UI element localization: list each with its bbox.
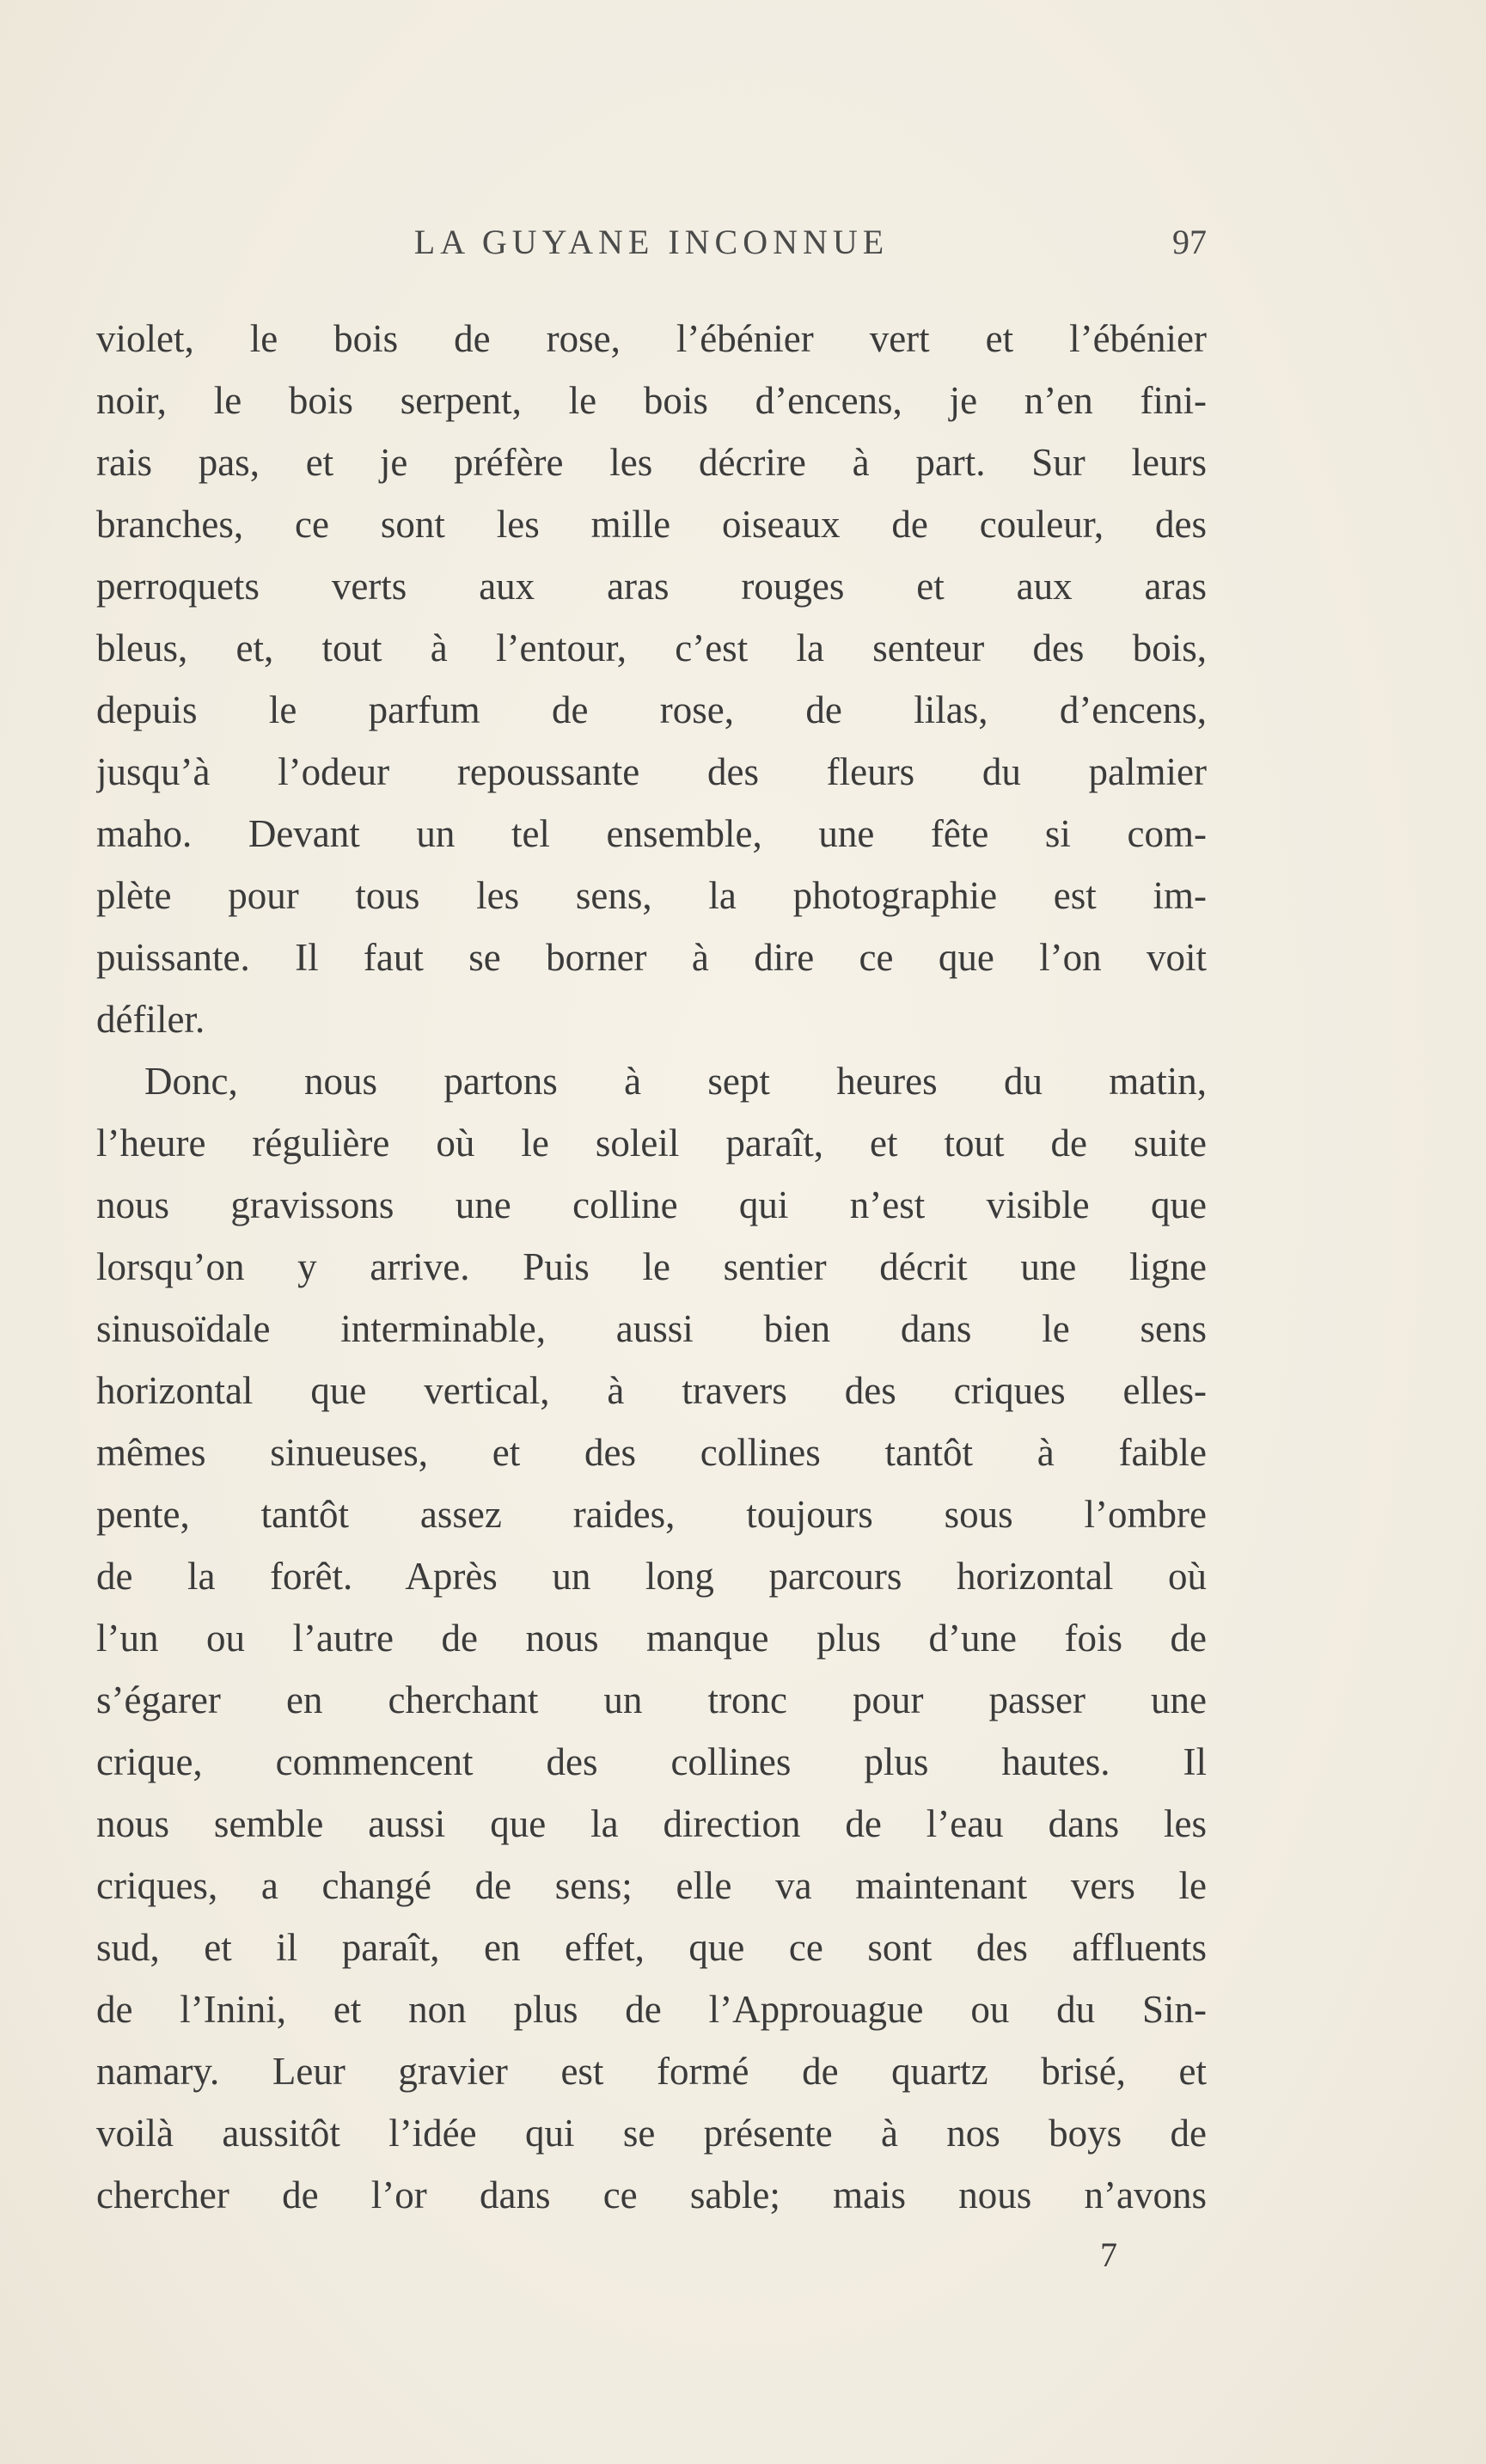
text-line: maho. Devant un tel ensemble, une fête si com- — [96, 812, 1207, 855]
text-line: défiler. — [96, 998, 205, 1041]
text-line: puissante. Il faut se borner à dire ce que l’on voit — [96, 936, 1207, 979]
text-line: l’heure régulière où le soleil paraît, et tout de suite — [96, 1122, 1207, 1165]
text-line: s’égarer en cherchant un tronc pour passer une — [96, 1678, 1207, 1721]
text-line: lorsqu’on y arrive. Puis le sentier décrit une ligne — [96, 1245, 1207, 1288]
signature-mark: 7 — [1100, 2235, 1117, 2274]
text-line: chercher de l’or dans ce sable; mais nous n’avons — [96, 2174, 1207, 2216]
running-head — [96, 222, 1207, 273]
text-line: l’un ou l’autre de nous manque plus d’une fois de — [96, 1617, 1207, 1660]
text-line: de la forêt. Après un long parcours horizontal où — [96, 1555, 1207, 1598]
text-line: horizontal que vertical, à travers des criques elles- — [96, 1369, 1207, 1412]
text-line: sud, et il paraît, en effet, que ce sont des affluents — [96, 1926, 1207, 1969]
text-line: mêmes sinueuses, et des collines tantôt à faible — [96, 1431, 1207, 1474]
text-line: branches, ce sont les mille oiseaux de couleur, des — [96, 503, 1207, 546]
text-line: nous semble aussi que la direction de l’eau dans les — [96, 1802, 1207, 1845]
text-line: plète pour tous les sens, la photographie est im- — [96, 874, 1207, 917]
text-line: de l’Inini, et non plus de l’Approuague ou du Sin- — [96, 1988, 1207, 2031]
text-line: namary. Leur gravier est formé de quartz brisé, et — [96, 2050, 1207, 2093]
text-line: criques, a changé de sens; elle va maintenant vers le — [96, 1864, 1207, 1907]
text-line: nous gravissons une colline qui n’est visible que — [96, 1183, 1207, 1226]
text-line: sinusoïdale interminable, aussi bien dans le sens — [96, 1307, 1207, 1350]
running-title: LA GUYANE INCONNUE — [413, 223, 890, 261]
text-line: violet, le bois de rose, l’ébénier vert et l’ébénier — [96, 317, 1207, 360]
text-line: Donc, nous partons à sept heures du matin, — [144, 1060, 1207, 1103]
text-line: voilà aussitôt l’idée qui se présente à nos boys de — [96, 2112, 1207, 2155]
text-line: pente, tantôt assez raides, toujours sous l’ombre — [96, 1493, 1207, 1536]
text-line: noir, le bois serpent, le bois d’encens, je n’en fini- — [96, 379, 1207, 422]
body-text — [96, 308, 1207, 2226]
text-line: perroquets verts aux aras rouges et aux aras — [96, 565, 1207, 608]
text-line: depuis le parfum de rose, de lilas, d’encens, — [96, 688, 1207, 731]
text-line: jusqu’à l’odeur repoussante des fleurs du palmier — [96, 750, 1207, 793]
text-line: rais pas, et je préfère les décrire à part. Sur leurs — [96, 441, 1207, 484]
page-number: 97 — [1172, 223, 1207, 261]
text-line: bleus, et, tout à l’entour, c’est la senteur des bois, — [96, 627, 1207, 669]
text-line: crique, commencent des collines plus hautes. Il — [96, 1740, 1207, 1783]
